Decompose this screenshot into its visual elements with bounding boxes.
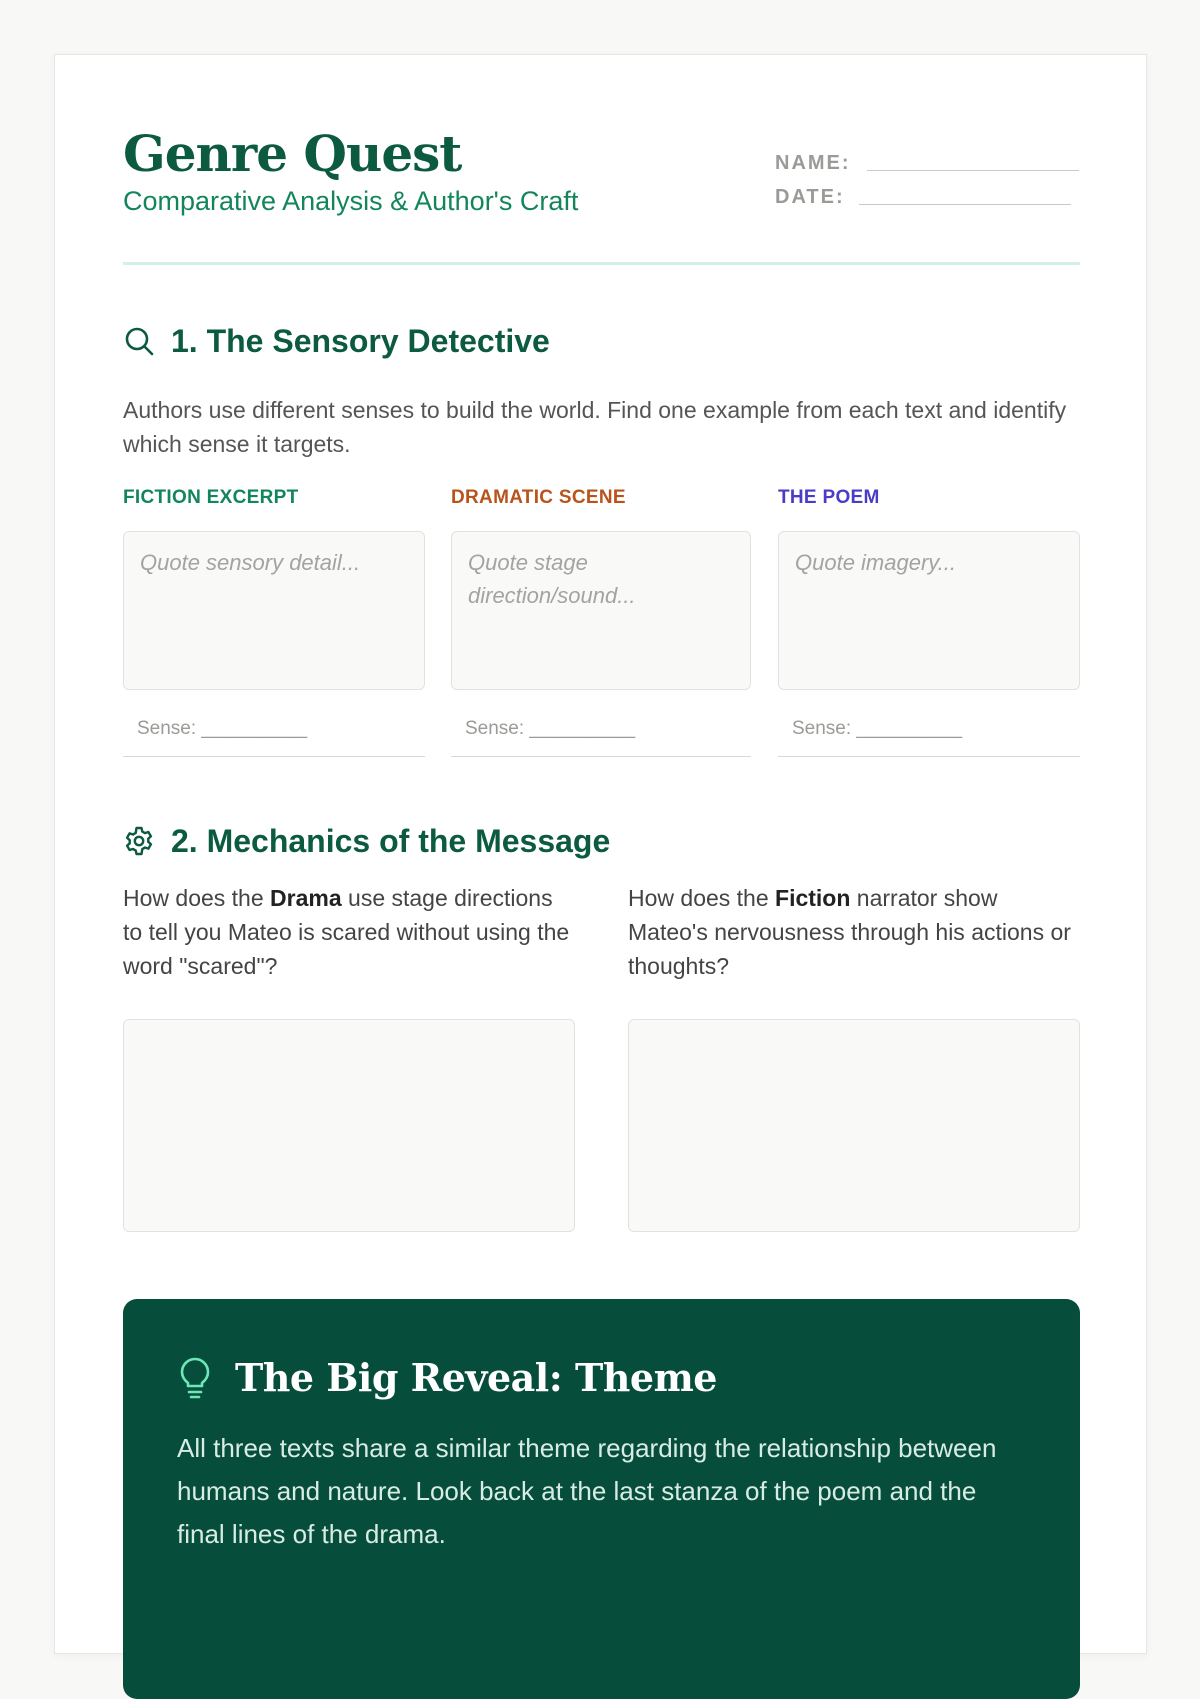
poem-quote-field[interactable]: Quote imagery... xyxy=(778,531,1080,690)
section-1-heading xyxy=(123,321,550,361)
drama-question xyxy=(123,881,575,1001)
poem-label: THE POEM xyxy=(778,487,880,508)
theme-description: All three texts share a similar theme regarding the relationship between humans and nature. Look back at the last stanza of the poem and the final lines of the drama. xyxy=(177,1433,997,1549)
drama-question-before: How does the xyxy=(123,885,271,911)
sensory-columns xyxy=(123,485,1080,755)
fiction-question-before: How does the xyxy=(628,885,776,911)
name-field[interactable] xyxy=(867,170,1079,171)
drama-column xyxy=(451,485,751,757)
gear-icon xyxy=(123,825,155,857)
drama-quote-field[interactable]: Quote stage direction/sound... xyxy=(451,531,751,690)
drama-question-text xyxy=(123,881,575,1001)
fiction-sense-field[interactable]: Sense: __________ xyxy=(123,714,425,757)
fiction-quote-field[interactable]: Quote sensory detail... xyxy=(123,531,425,690)
drama-label: DRAMATIC SCENE xyxy=(451,487,626,508)
fiction-question xyxy=(628,881,1080,1001)
section-2-title: 2. Mechanics of the Message xyxy=(171,822,611,859)
name-row xyxy=(775,141,1080,175)
drama-question-after: use stage directions to tell you Mateo is scared without using the word "scared"? xyxy=(123,885,570,979)
fiction-label: FICTION EXCERPT xyxy=(123,487,299,508)
date-label: DATE: xyxy=(775,186,845,208)
worksheet-page xyxy=(54,54,1147,1654)
lightbulb-icon xyxy=(177,1356,213,1400)
student-info xyxy=(775,141,1080,209)
header-divider xyxy=(123,262,1080,265)
worksheet-header xyxy=(123,119,1080,229)
search-icon xyxy=(123,325,155,357)
page-subtitle: Comparative Analysis & Author's Craft xyxy=(123,186,579,216)
drama-question-emphasis: Drama xyxy=(270,885,342,911)
fiction-column xyxy=(123,485,425,757)
fiction-question-after: narrator show Mateo's nervousness through his actions or thoughts? xyxy=(628,885,1071,979)
theme-card xyxy=(123,1299,1080,1699)
poem-sense-field[interactable]: Sense: __________ xyxy=(778,714,1080,757)
date-row xyxy=(775,175,1080,209)
theme-header xyxy=(177,1355,717,1400)
section-1-title: 1. The Sensory Detective xyxy=(171,322,550,359)
page-title: Genre Quest xyxy=(123,124,462,183)
theme-title: The Big Reveal: Theme xyxy=(235,1355,717,1400)
section-1-instructions: Authors use different senses to build the world. Find one example from each text and identify which sense it targets. xyxy=(123,397,1067,457)
drama-answer-field[interactable] xyxy=(123,1019,575,1232)
fiction-answer-field[interactable] xyxy=(628,1019,1080,1232)
poem-column xyxy=(778,485,1080,757)
drama-sense-field[interactable]: Sense: __________ xyxy=(451,714,751,757)
fiction-question-emphasis: Fiction xyxy=(775,885,851,911)
name-label: NAME: xyxy=(775,152,851,174)
date-field[interactable] xyxy=(859,204,1071,205)
section-2-heading xyxy=(123,821,610,861)
fiction-question-text xyxy=(628,881,1080,1001)
